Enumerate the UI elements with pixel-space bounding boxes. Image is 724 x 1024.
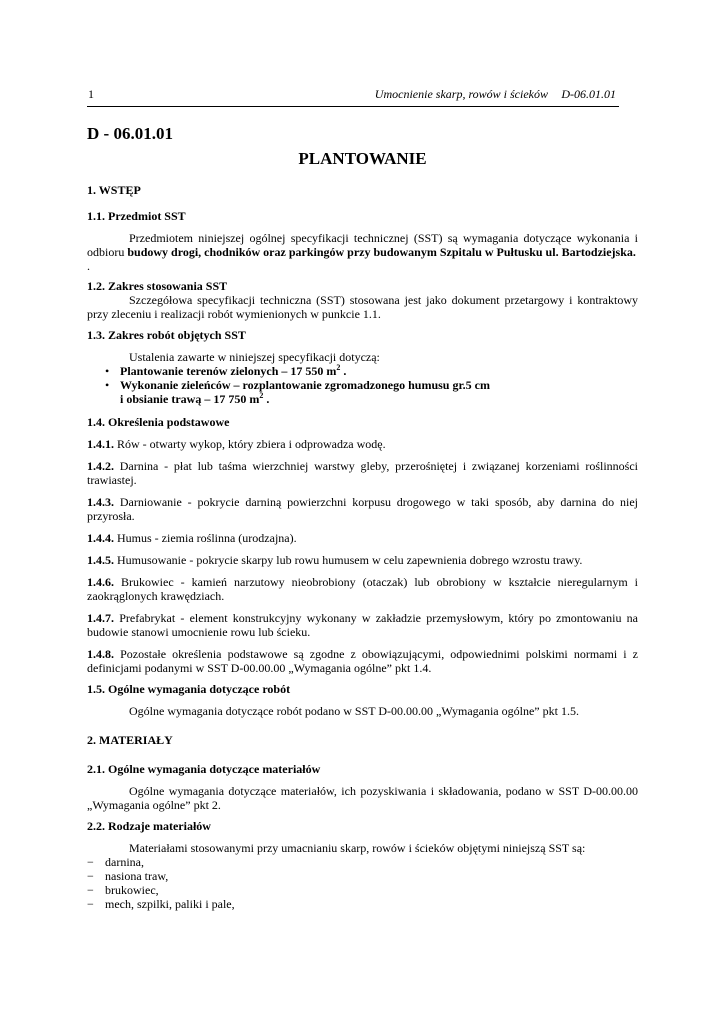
paragraph: Ogólne wymagania dotyczące robót podano w SST D-00.00.00 „Wymagania ogólne” pkt 1.5. xyxy=(129,704,579,718)
subsection-heading: 1.4. Określenia podstawowe xyxy=(87,415,230,429)
dash-icon: − xyxy=(87,883,94,897)
subsection-heading: 1.2. Zakres stosowania SST xyxy=(87,279,228,293)
header-rule xyxy=(87,106,619,107)
definition-1-4-6: 1.4.6. Brukowiec - kamień narzutowy nieobrobiony (otaczak) lub obrobiony w kształcie nieregularnym i zaokrąglonych krawędziach. xyxy=(87,575,638,603)
subsection-heading: 2.2. Rodzaje materiałów xyxy=(87,819,211,833)
list-item: − mech, szpilki, paliki i pale, xyxy=(87,897,235,911)
definition-1-4-5: 1.4.5. Humusowanie - pokrycie skarpy lub rowu humusem w celu zapewnienia dobrego wzrostu trawy. xyxy=(87,553,583,567)
definition-1-4-7: 1.4.7. Prefabrykat - element konstrukcyjny wykonany w zakładzie przemysłowym, który po zmontowaniu na budowie stanowi umocnienie rowu lub ścieku. xyxy=(87,611,638,639)
section-heading: 1. WSTĘP xyxy=(87,183,141,197)
definition-1-4-4: 1.4.4. Humus - ziemia roślinna (urodzajna). xyxy=(87,531,297,545)
subsection-heading: 1.3. Zakres robót objętych SST xyxy=(87,328,246,342)
definition-1-4-1: 1.4.1. Rów - otwarty wykop, który zbiera i odprowadza wodę. xyxy=(87,437,386,451)
subsection-heading: 2.1. Ogólne wymagania dotyczące materiałów xyxy=(87,762,321,776)
dash-list xyxy=(87,855,638,911)
definition-1-4-3: 1.4.3. Darniowanie - pokrycie darniną powierzchni korpusu drogowego w taki sposób, aby darnina do niej przyrosła. xyxy=(87,495,638,523)
list-item: • Wykonanie zieleńców – rozplantowanie zgromadzonego humusu gr.5 cm i obsianie trawą – 17 750 $m^2$ . xyxy=(105,378,491,406)
list-item: − brukowiec, xyxy=(87,883,159,897)
dash-icon: − xyxy=(87,897,94,911)
bullet-icon: • xyxy=(105,364,110,378)
dash-icon: − xyxy=(87,869,94,883)
dash-icon: − xyxy=(87,855,94,869)
spec-code: D - 06.01.01 xyxy=(87,124,173,143)
running-header xyxy=(87,87,638,101)
paragraph: Szczegółowa specyfikacji techniczna (SST) stosowana jest jako dokument przetargowy i kontraktowy przy zleceniu i realizacji robót wymienionych w punkcie 1.1. xyxy=(87,293,638,321)
spec-title: PLANTOWANIE xyxy=(298,149,427,168)
paragraph: Ogólne wymagania dotyczące materiałów, ich pozyskiwania i składowania, podano w SST D-00.00.00 „Wymagania ogólne” pkt 2. xyxy=(87,784,638,812)
paragraph: Materiałami stosowanymi przy umacnianiu skarp, rowów i ścieków objętymi niniejszą SST są: xyxy=(129,841,586,855)
subsection-heading: 1.1. Przedmiot SST xyxy=(87,209,186,223)
section-heading: 2. MATERIAŁY xyxy=(87,733,173,747)
definition-1-4-2: 1.4.2. Darnina - płat lub taśma wierzchniej warstwy gleby, przerośniętej i związanej korzeniami roślinności trawiastej. xyxy=(87,459,638,487)
paragraph: Przedmiotem niniejszej ogólnej specyfikacji technicznej (SST) są wymagania dotyczące wykonania i odbioru budowy drogi, chodników oraz parkingów przy budowanym Szpitalu w Pułtusku ul. Bartodziejska. xyxy=(87,231,638,259)
page-number: 1 xyxy=(88,87,94,101)
definition-1-4-8: 1.4.8. Pozostałe określenia podstawowe są zgodne z obowiązującymi, odpowiednimi polskimi normami i z definicjami podanymi w SST D-00.00.00 „Wymagania ogólne” pkt 1.4. xyxy=(87,647,638,675)
list-item: − nasiona traw, xyxy=(87,869,169,883)
paragraph: Ustalenia zawarte w niniejszej specyfikacji dotyczą: xyxy=(129,350,380,364)
stray-dot: . xyxy=(87,259,90,273)
bullet-icon: • xyxy=(105,378,110,392)
subsection-heading: 1.5. Ogólne wymagania dotyczące robót xyxy=(87,682,291,696)
list-item: − darnina, xyxy=(87,855,144,869)
list-item: • Plantowanie terenów zielonych – 17 550 $m^2$ . xyxy=(105,363,347,378)
document-body xyxy=(87,124,638,911)
header-doc-title: Umocnienie skarp, rowów i ścieków xyxy=(374,87,548,101)
header-doc-code: D-06.01.01 xyxy=(561,87,616,101)
bullet-list xyxy=(87,364,638,406)
